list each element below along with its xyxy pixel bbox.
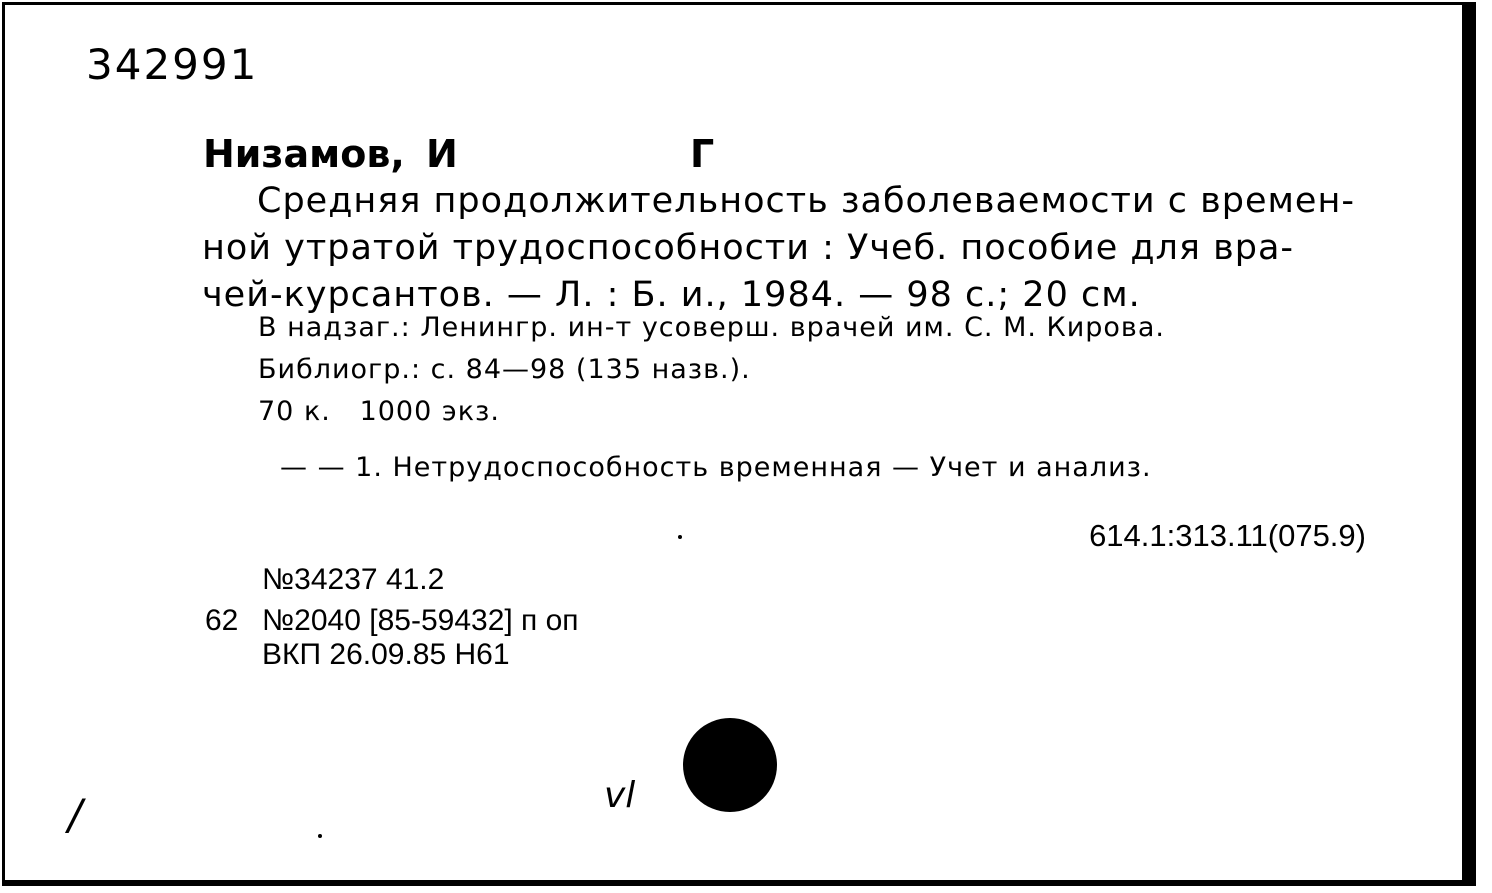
udc-code: 614.1:313.11(075.9) [1089, 518, 1366, 553]
registry-line: №34237 41.2 [262, 563, 445, 596]
handwritten-initials: vl [604, 775, 636, 816]
registry-line: №2040 [85-59432] п оп [262, 604, 579, 637]
author-name: Низамов, И [203, 132, 458, 176]
title-block [202, 178, 1372, 319]
handwritten-tick: / [68, 790, 83, 839]
side-number: 62 [205, 604, 239, 637]
title-line: Средняя продолжительность заболеваемости с времен- [257, 181, 1355, 221]
note-line: 70 к. 1000 экз. [258, 396, 500, 427]
title-line: ной утратой трудоспособности : Учеб. пособие для вра- [202, 228, 1295, 268]
ink-speck [318, 834, 322, 838]
title-line: чей-курсантов. — Л. : Б. и., 1984. — 98 с.; 20 см. [202, 275, 1141, 315]
note-line: Библиогр.: с. 84—98 (135 назв.). [258, 354, 751, 385]
ink-speck [678, 535, 682, 539]
handwritten-number: 342991 [86, 40, 259, 89]
subject-heading: — — 1. Нетрудоспособность временная — Учет и анализ. [280, 452, 1152, 483]
registry-line: ВКП 26.09.85 Н61 [262, 638, 510, 671]
punch-hole-dot [683, 718, 777, 812]
author-second-initial: Г [690, 132, 715, 176]
note-line: В надзаг.: Ленингр. ин-т усоверш. врачей им. С. М. Кирова. [258, 312, 1165, 343]
